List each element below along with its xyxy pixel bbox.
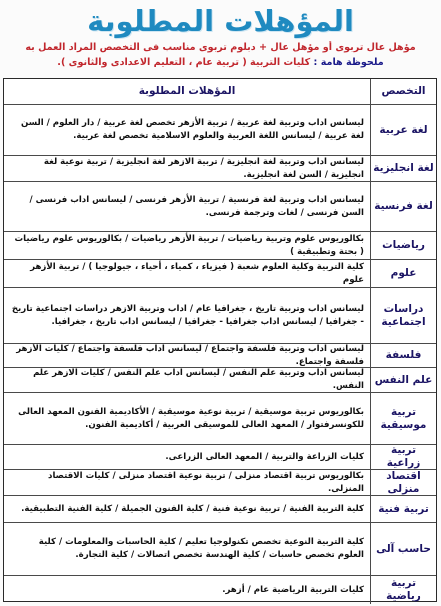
row-specialty: فلسفة: [370, 344, 436, 367]
header-qualifications: المؤهلات المطلوبة: [138, 85, 236, 97]
table-header: [4, 79, 436, 105]
row-specialty: حاسب آلى: [370, 523, 436, 575]
row-qualifications: ليسانس اداب وتربية فلسفة واجتماع / ليسانس اداب فلسفة واجتماع / كليات الأزهر فلسفة واجتماع.: [16, 344, 364, 367]
row-specialty: علوم: [370, 260, 436, 287]
row-specialty: تربية فنية: [370, 496, 436, 522]
table-row: [4, 182, 436, 232]
row-specialty: لغة انجليزية: [370, 156, 436, 181]
row-qualifications: ليسانس اداب وتربية علم النفس / ليسانس اداب علم النفس / كليات الازهر علم النفس.: [33, 368, 364, 391]
row-specialty: تربية رياضية: [370, 576, 436, 604]
row-qualifications: كلية التربية الفنية / تربية نوعية فنية / كلية الفنون الجميلة / كلية الفنية التطبيقية.: [21, 503, 364, 514]
table-row: [4, 344, 436, 368]
row-specialty: تربية موسيقية: [370, 393, 436, 444]
row-qualifications: ليسانس اداب وتربية لغة عربية / تربية الأزهر تخصص لغة عربية / دار العلوم / السن لغة عربية / ليسانس اللغة العربية والعلوم الاسلامية تخصص لغة عربية.: [21, 118, 364, 141]
table-row: [4, 496, 436, 523]
table-row: [4, 393, 436, 445]
table-row: [4, 368, 436, 393]
header-specialty: التخصص: [370, 79, 436, 104]
row-qualifications: كلية التربية النوعية تخصص تكنولوجيا تعليم / كلية الحاسبات والمعلومات / كلية العلوم تخصص حاسبات / كلية الهندسة تخصص اتصالات / كلية التجارة.: [38, 537, 364, 560]
table-row: [4, 232, 436, 260]
table-row: [4, 445, 436, 470]
row-specialty: علم النفس: [370, 368, 436, 392]
row-qualifications: بكالوريوس تربية اقتصاد منزلى / تربية نوعية اقتصاد منزلى / كليات الاقتصاد المنزلى.: [48, 470, 364, 494]
table-row: [4, 470, 436, 496]
row-qualifications: بكالوريوس تربية موسيقية / تربية نوعية موسيقية / الأكاديمية الفنون المعهد العالى للكونسرفتوار / المعهد العالى للموسيقى العربية / أكاديمية الفنون.: [18, 406, 364, 430]
row-qualifications: بكالوريوس علوم وتربية رياضيات / تربية الأزهر رياضيات / بكالوريوس علوم رياضيات ( بحتة وتطبيقية ): [14, 233, 364, 257]
row-qualifications: ليسانس اداب وتربية لغة انجليزية / تربية الازهر لغة انجليزية / تربية نوعية لغة انجليزية / السن لغة انجليزية.: [43, 156, 364, 180]
note: [6, 56, 435, 70]
row-qualifications: ليسانس اداب وتربية لغة فرنسية / تربية الأزهر فرنسى / ليسانس اداب فرنسى / السن فرنسى / لغات وترجمة فرنسى.: [29, 194, 364, 218]
table-row: [4, 288, 436, 344]
row-specialty: لغة فرنسية: [370, 182, 436, 231]
table-row: [4, 105, 436, 156]
table-row: [4, 576, 436, 604]
row-specialty: لغة عربية: [370, 105, 436, 155]
table-row: [4, 260, 436, 288]
note-text: كليات التربية ( تربية عام ، التعليم الاعدادى والثانوى ).: [57, 57, 311, 68]
row-qualifications: ليسانس اداب وتربية تاريخ ، جغرافيا عام / اداب وتربية الازهر دراسات اجتماعية تاريخ - جغرافيا / ليسانس اداب جغرافيا - جغرافيا / ليسانس اداب تاريخ ، جغرافيا.: [11, 303, 364, 327]
row-qualifications: كليات التربية الرياضية عام / أزهر.: [222, 584, 364, 595]
note-label: ملحوظة هامة :: [313, 57, 384, 68]
qualifications-table: [3, 78, 437, 602]
row-specialty: دراسات اجتماعية: [370, 288, 436, 343]
subtitle: مؤهل عال تربوى أو مؤهل عال + دبلوم تربوى مناسب فى التخصص المراد العمل به: [25, 42, 416, 53]
table-row: [4, 523, 436, 576]
row-qualifications: كلية التربية وكلية العلوم شعبة ( فيزياء ، كمياء ، أحياء ، جيولوجيا ) / تربية الأزهر علوم: [30, 261, 364, 285]
table-row: [4, 156, 436, 182]
row-specialty: تربية زراعية: [370, 445, 436, 469]
row-specialty: اقتصاد منزلى: [370, 470, 436, 495]
page-title: المؤهلات المطلوبة: [87, 4, 354, 38]
row-specialty: رياضيات: [370, 232, 436, 259]
row-qualifications: كليات الزراعة والتربية / المعهد العالى الزراعى.: [165, 451, 364, 462]
